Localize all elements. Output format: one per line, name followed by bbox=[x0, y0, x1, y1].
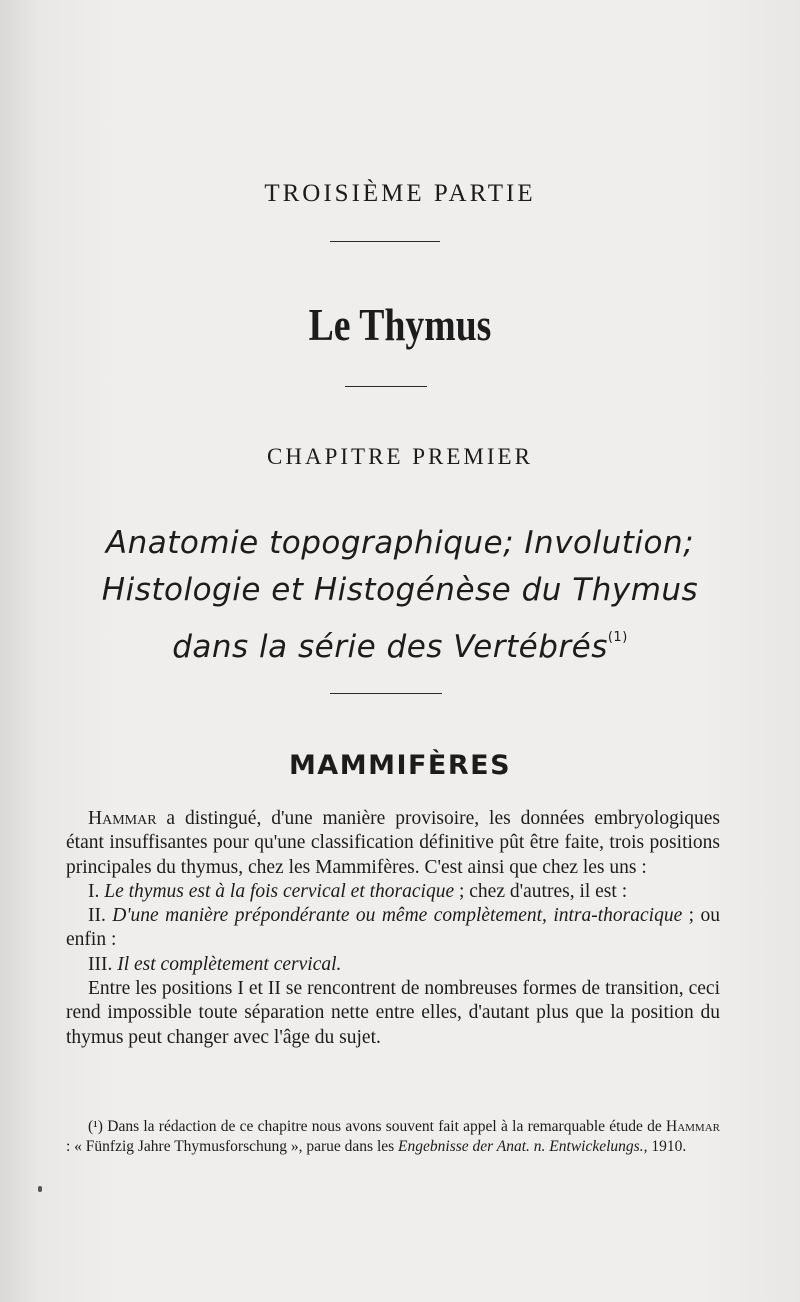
list-number: III. bbox=[88, 953, 118, 975]
footnote-segment: , 1910. bbox=[643, 1137, 687, 1155]
chapter-title-line: Anatomie topographique; Involution; bbox=[105, 525, 695, 561]
list-item-emphasis: D'une manière prépondérante ou même complètement, intra-thoracique bbox=[112, 905, 683, 927]
divider-rule bbox=[345, 386, 427, 387]
footnote-mark: (¹) bbox=[88, 1118, 103, 1135]
list-item-emphasis: Il est complètement cervical. bbox=[117, 953, 342, 975]
chapter-title-line bbox=[50, 614, 750, 671]
list-item bbox=[66, 880, 720, 904]
section-heading: MAMMIFÈRES bbox=[288, 750, 512, 781]
body-text bbox=[66, 807, 720, 1050]
chapter-heading: CHAPITRE PREMIER bbox=[267, 444, 533, 469]
footnote-segment: : « Fünfzig Jahre Thymusforschung », parue dans les bbox=[66, 1137, 399, 1155]
chapter-title bbox=[50, 520, 750, 671]
ink-speck bbox=[38, 1186, 42, 1192]
list-number: II. bbox=[88, 905, 113, 927]
footnote-segment: Dans la rédaction de ce chapitre nous avons souvent fait appel à la remarquable étude de bbox=[102, 1118, 667, 1135]
list-item bbox=[66, 953, 720, 977]
author-name: Hammar bbox=[88, 808, 157, 829]
chapter-title-line-text: dans la série des Vertébrés bbox=[172, 629, 608, 665]
main-title: Le Thymus bbox=[308, 299, 492, 350]
journal-title: Engebnisse der Anat. n. Entwickelungs. bbox=[398, 1137, 644, 1155]
author-name: Hammar bbox=[666, 1118, 720, 1135]
list-item-text: ; chez d'autres, il est : bbox=[454, 880, 628, 902]
footnote-text bbox=[66, 1117, 720, 1156]
paragraph: Entre les positions I et II se rencontrent de nombreuses formes de transition, ceci rend impossible toute séparation nette entre elles, d'autant plus que la position du thymus peut changer avec l'âge du sujet. bbox=[66, 978, 720, 1048]
footnote-reference: (1) bbox=[607, 630, 628, 645]
part-heading: TROISIÈME PARTIE bbox=[264, 180, 536, 207]
divider-rule bbox=[330, 693, 442, 694]
list-item-emphasis: Le thymus est à la fois cervical et thoracique bbox=[104, 880, 455, 902]
paragraph bbox=[66, 807, 720, 880]
list-item-text: ; ou enfin : bbox=[66, 905, 720, 951]
divider-rule bbox=[330, 241, 440, 242]
chapter-title-line: Histologie et Histogénèse du Thymus bbox=[101, 572, 699, 608]
paragraph-text: a distingué, d'une manière provisoire, les données embryologiques étant insuffisantes pour qu'une classification définitive pût être faite, trois positions principales du thymus, chez les Mammifères. C'est ainsi que chez les uns : bbox=[66, 808, 720, 878]
footnote bbox=[66, 1117, 720, 1156]
list-item bbox=[66, 904, 720, 953]
list-number: I. bbox=[88, 880, 105, 902]
